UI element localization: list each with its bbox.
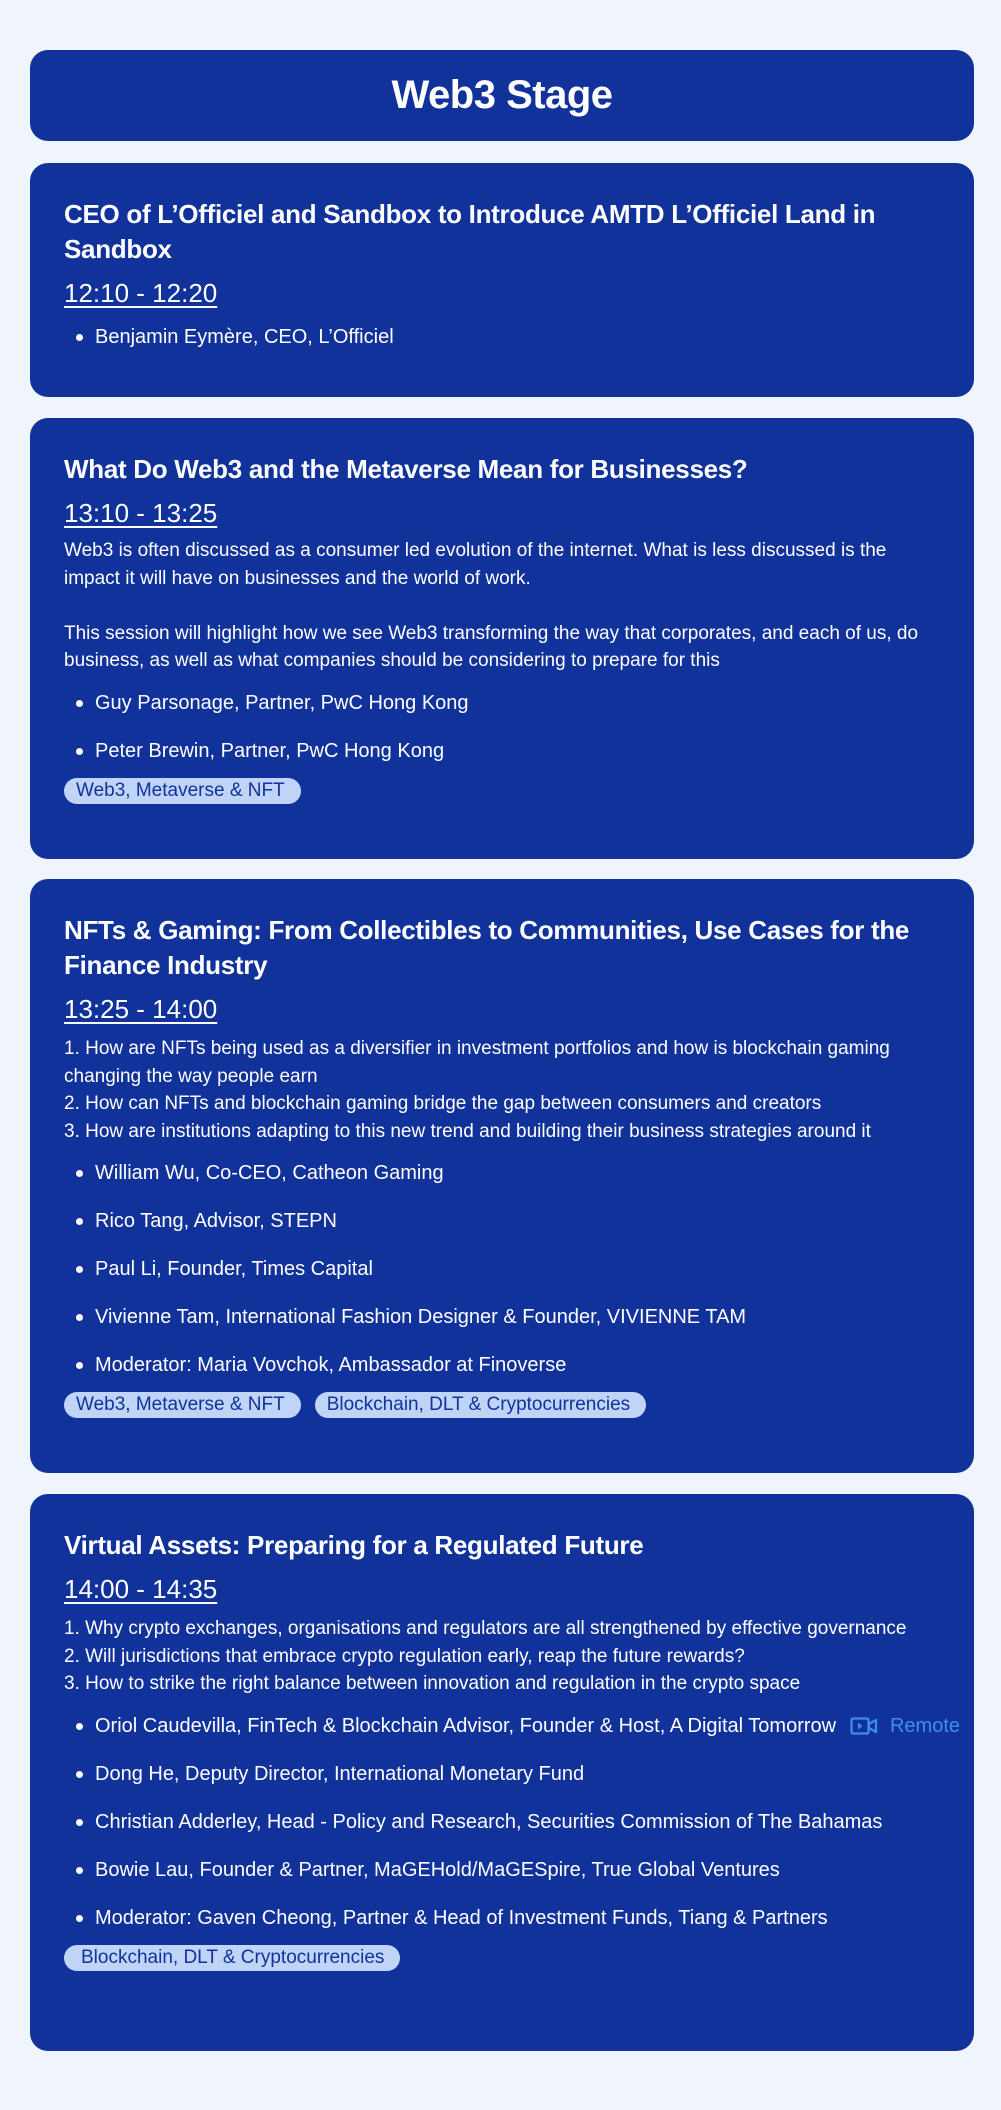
speaker-item: Paul Li, Founder, Times Capital xyxy=(64,1255,940,1303)
topic-tag[interactable]: Web3, Metaverse & NFT xyxy=(64,778,301,804)
description-line xyxy=(64,592,940,620)
video-camera-icon xyxy=(850,1716,878,1736)
speaker-item: Moderator: Maria Vovchok, Ambassador at Finoverse xyxy=(64,1351,940,1399)
speaker-item: Moderator: Gaven Cheong, Partner & Head of Investment Funds, Tiang & Partners xyxy=(64,1904,940,1952)
description-line: 3. How are institutions adapting to this new trend and building their business strategies around it xyxy=(64,1120,871,1142)
session-time-link[interactable]: 14:00 - 14:35 xyxy=(64,1574,218,1604)
session-card xyxy=(30,1494,974,2051)
session-card xyxy=(30,163,974,397)
remote-label: Remote xyxy=(889,1714,960,1737)
session-description xyxy=(64,1615,940,1698)
speaker-item: Guy Parsonage, Partner, PwC Hong Kong xyxy=(64,689,940,737)
description-line: 1. How are NFTs being used as a diversifier in investment portfolios and how is blockchain gaming changing the way people earn xyxy=(64,1038,890,1087)
session-description xyxy=(64,1035,940,1145)
speaker-item: Bowie Lau, Founder & Partner, MaGEHold/MaGESpire, True Global Ventures xyxy=(64,1856,940,1904)
topic-tag[interactable]: Blockchain, DLT & Cryptocurrencies xyxy=(315,1392,646,1418)
session-card xyxy=(30,418,974,859)
description-line: 3. How to strike the right balance between innovation and regulation in the crypto space xyxy=(64,1673,801,1694)
speaker-item: Peter Brewin, Partner, PwC Hong Kong xyxy=(64,737,940,785)
description-line: 2. Will jurisdictions that embrace crypto regulation early, reap the future rewards? xyxy=(64,1645,745,1667)
session-time-link[interactable]: 12:10 - 12:20 xyxy=(64,278,218,308)
speaker-item: Benjamin Eymère, CEO, L’Officiel xyxy=(64,323,940,371)
session-title: NFTs & Gaming: From Collectibles to Communities, Use Cases for the Finance Industry xyxy=(64,915,910,980)
speaker-name: Oriol Caudevilla, FinTech & Blockchain Advisor, Founder & Host, A Digital Tomorrow xyxy=(95,1714,837,1737)
description-line: 1. Why crypto exchanges, organisations and regulators are all strengthened by effective governance xyxy=(64,1618,907,1639)
speaker-list xyxy=(64,1712,960,1952)
session-description xyxy=(64,537,940,675)
session-title: What Do Web3 and the Metaverse Mean for Businesses? xyxy=(64,454,748,484)
topic-tag[interactable]: Web3, Metaverse & NFT xyxy=(64,1392,301,1418)
speaker-item xyxy=(64,1712,960,1760)
speaker-item: Rico Tang, Advisor, STEPN xyxy=(64,1207,940,1255)
speaker-item: Vivienne Tam, International Fashion Designer & Founder, VIVIENNE TAM xyxy=(64,1303,940,1351)
remote-indicator xyxy=(850,1712,960,1740)
speaker-item: Dong He, Deputy Director, International Monetary Fund xyxy=(64,1760,940,1808)
stage-title: Web3 Stage xyxy=(391,73,613,117)
session-title: Virtual Assets: Preparing for a Regulated Future xyxy=(64,1530,644,1560)
session-title: CEO of L’Officiel and Sandbox to Introduce AMTD L’Officiel Land in Sandbox xyxy=(64,199,876,264)
session-time-link[interactable]: 13:25 - 14:00 xyxy=(64,994,218,1024)
description-line: Web3 is often discussed as a consumer led evolution of the internet. What is less discussed is the impact it will have on businesses and the world of work. xyxy=(64,540,887,589)
speaker-list xyxy=(64,689,940,785)
speaker-item: William Wu, Co-CEO, Catheon Gaming xyxy=(64,1159,940,1207)
speaker-list xyxy=(64,323,940,371)
speaker-list xyxy=(64,1159,940,1399)
session-time-link[interactable]: 13:10 - 13:25 xyxy=(64,498,218,528)
description-line: This session will highlight how we see Web3 transforming the way that corporates, and each of us, do business, as well as what companies should be considering to prepare for this xyxy=(64,622,919,671)
topic-tag[interactable]: Blockchain, DLT & Cryptocurrencies xyxy=(64,1945,400,1971)
description-line: 2. How can NFTs and blockchain gaming bridge the gap between consumers and creators xyxy=(64,1093,822,1114)
session-card xyxy=(30,879,974,1473)
stage-header xyxy=(30,50,974,141)
speaker-item: Christian Adderley, Head - Policy and Research, Securities Commission of The Bahamas xyxy=(64,1808,940,1856)
